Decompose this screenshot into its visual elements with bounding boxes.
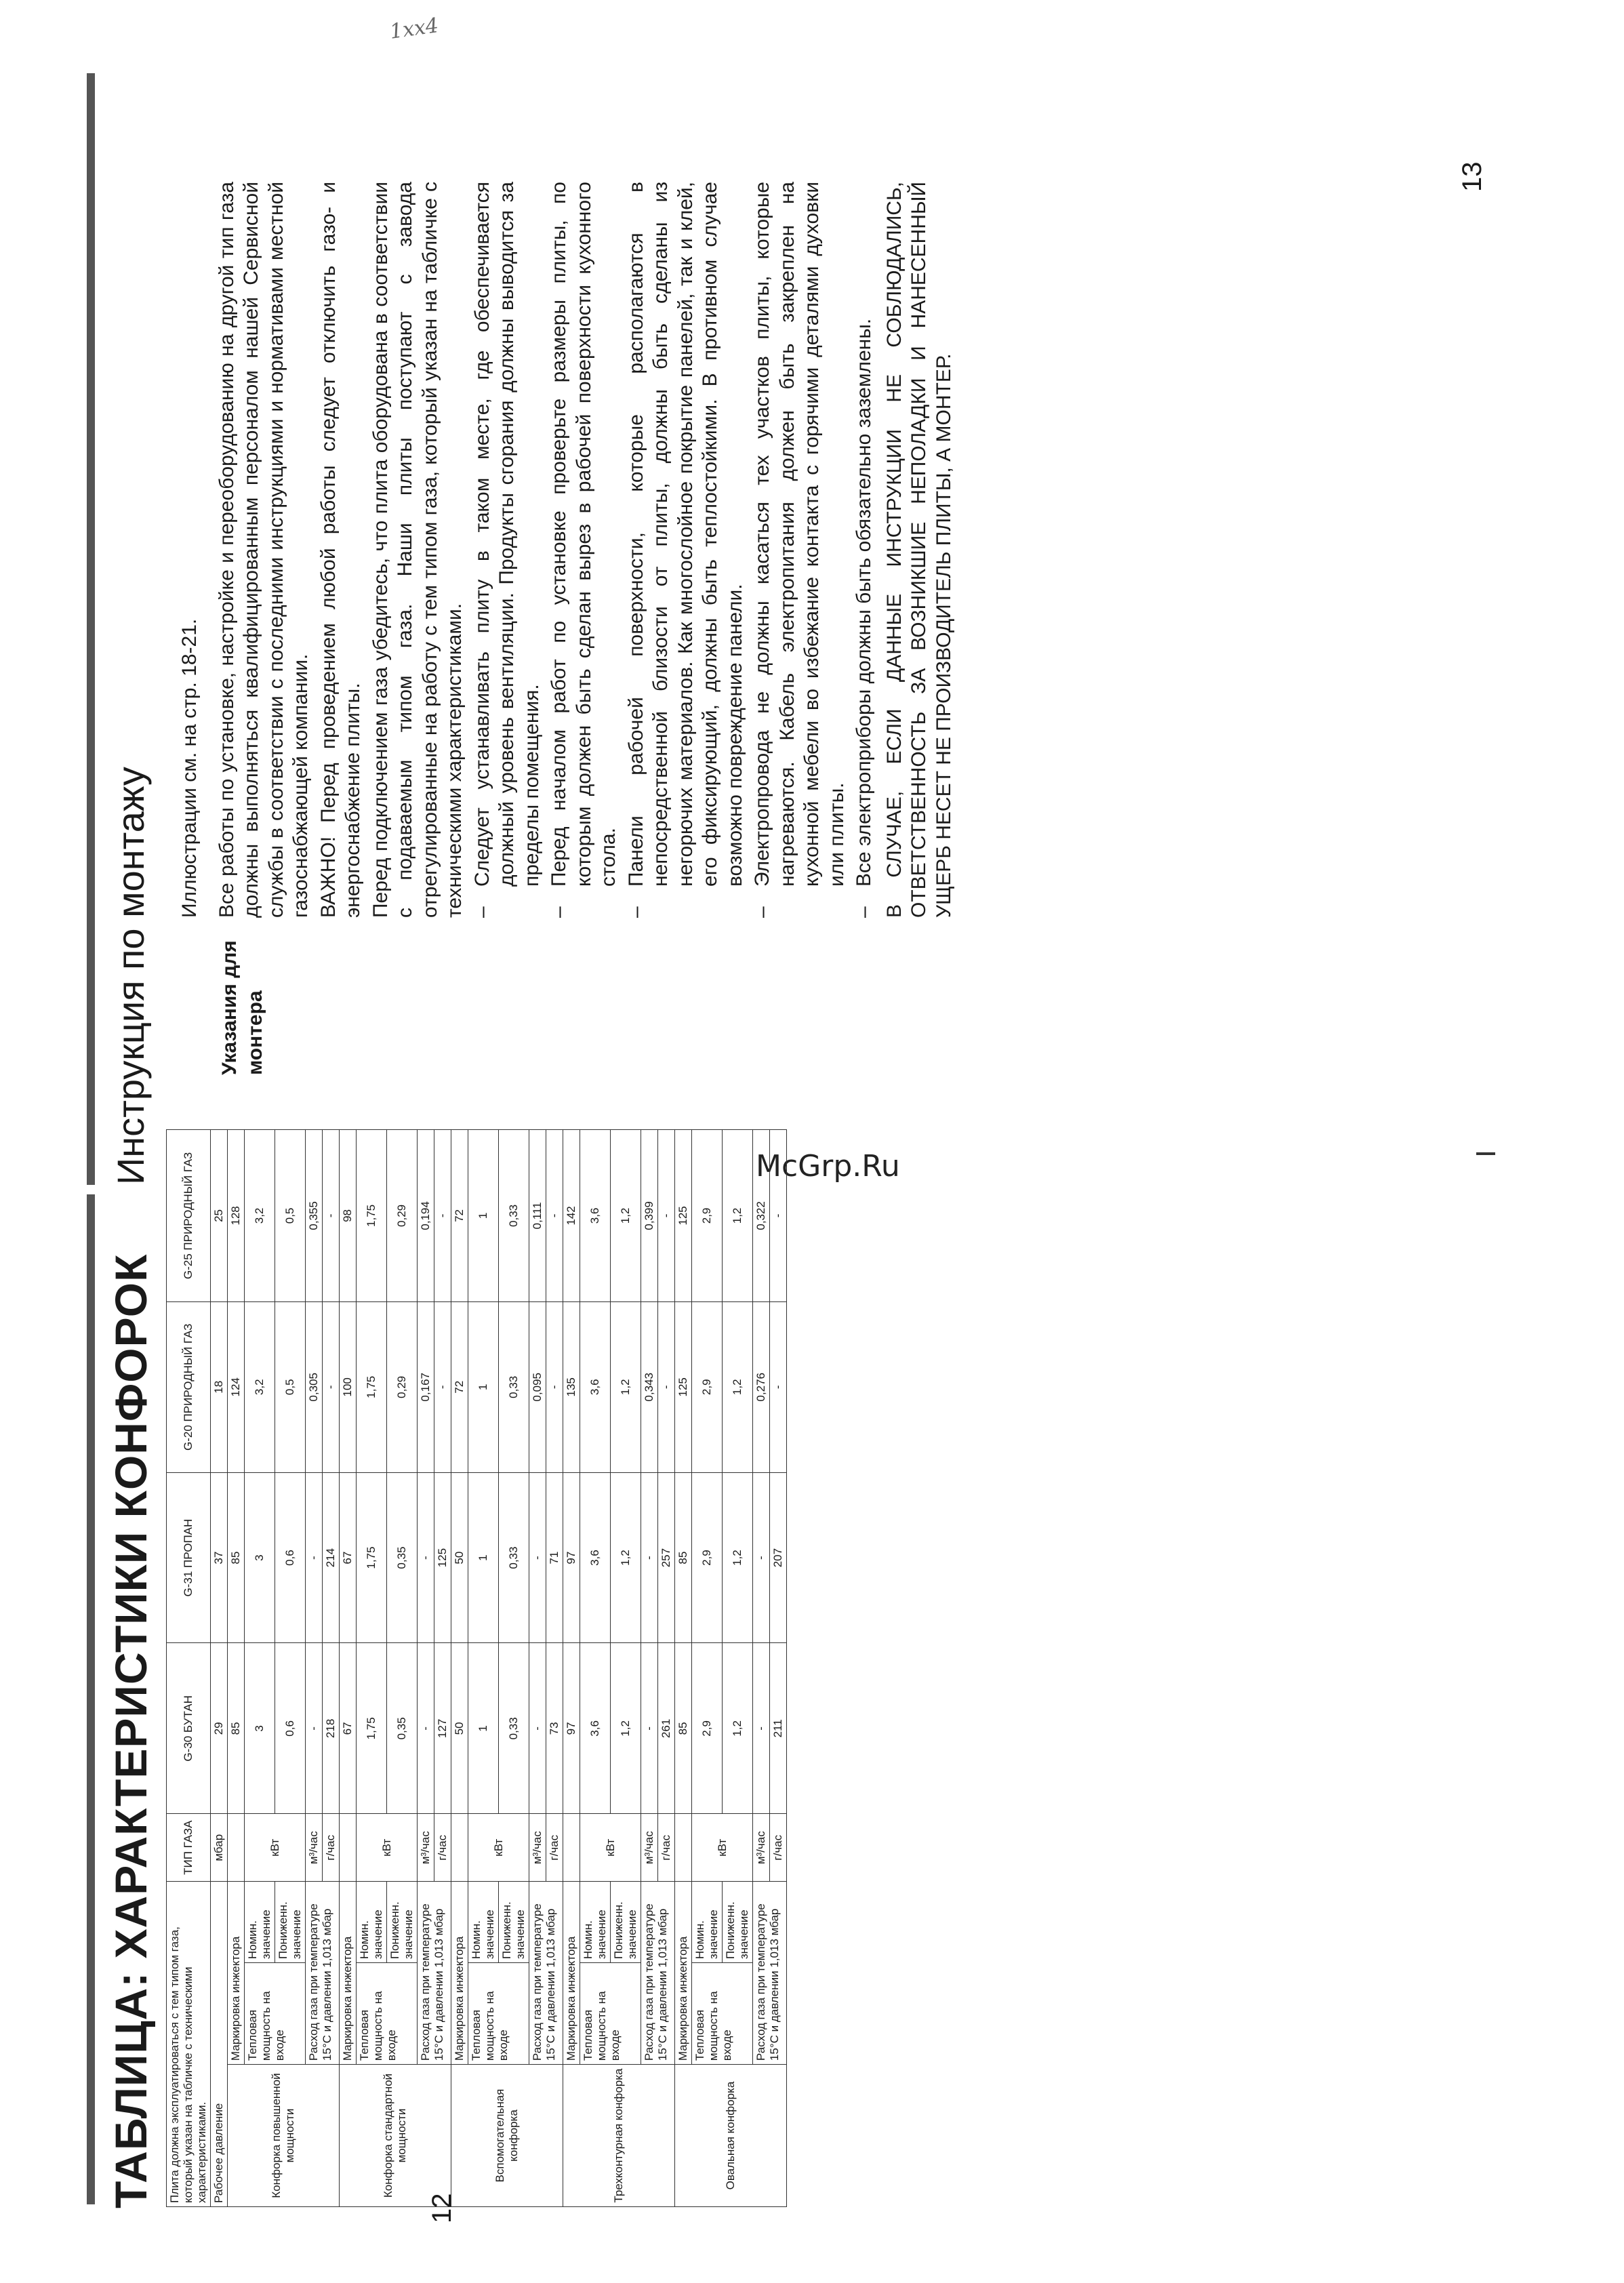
burner-name: Овальная конфорка (675, 2065, 787, 2207)
row-label: Маркировка инжектора (675, 1882, 692, 2065)
row-unit (675, 1814, 692, 1882)
row-unit: г/час (658, 1814, 675, 1882)
row-label: Маркировка инжектора (451, 1882, 468, 2065)
value-cell: - (434, 1301, 451, 1472)
pressure-value: 29 (211, 1643, 228, 1814)
row-label: Маркировка инжектора (228, 1882, 245, 2065)
bullet-2: – Перед началом работ по установке проверьте размеры плиты, по которым должен быть сделан вырез в рабочей поверхности кухонного стола. (547, 182, 622, 918)
row-unit: г/час (434, 1814, 451, 1882)
watermark: McGrp.Ru (756, 1149, 900, 1184)
row-label: Расход газа при температуре 15°С и давлении 1,013 мбар (306, 1882, 340, 2065)
install-title: Инструкция по монтажу (109, 767, 152, 1185)
value-cell: 128 (228, 1130, 245, 1302)
row-sublabel: Номин. значение (245, 1882, 275, 1963)
value-cell: - (753, 1643, 770, 1814)
row-sublabel: Номин. значение (357, 1882, 387, 1963)
row-unit (563, 1814, 580, 1882)
pressure-label: Рабочее давление (211, 1882, 228, 2207)
table-title: ТАБЛИЦА: ХАРАКТЕРИСТИКИ КОНФОРОК (106, 1253, 156, 2208)
handwritten-mark: 1хх4 (388, 14, 441, 44)
value-cell: 3 (245, 1643, 275, 1814)
value-cell: 0,5 (275, 1130, 306, 1302)
value-cell: 3 (245, 1472, 275, 1643)
value-cell: 211 (770, 1643, 787, 1814)
burner-name: Конфорка повышенной мощности (228, 2065, 340, 2207)
value-cell: - (770, 1301, 787, 1472)
section-heading: Указания для монтера (218, 940, 266, 1075)
burner-name: Конфорка стандартной мощности (340, 2065, 451, 2207)
table-row (753, 1130, 770, 2207)
paragraph-4: Перед подключением газа убедитесь, что плита оборудована в соответствии с подаваемым типом газа. Наши плиты поступают с завода отрегулированные на работу с тем типом газа, который указан на табличке с техническими характеристиками. (369, 182, 466, 918)
row-unit: м³/час (306, 1814, 323, 1882)
row-label: Тепловая мощность на входе (468, 1963, 529, 2065)
value-cell: 1,75 (357, 1472, 387, 1643)
value-cell: 2,9 (692, 1472, 723, 1643)
row-unit: м³/час (418, 1814, 434, 1882)
value-cell: - (529, 1472, 546, 1643)
gas-column-header: G-30 БУТАН (167, 1643, 211, 1814)
page-number-right: 13 (1457, 161, 1487, 192)
table-row (563, 1130, 580, 2207)
value-cell: - (770, 1130, 787, 1302)
value-cell: 0,167 (418, 1301, 434, 1472)
value-cell: 0,33 (499, 1643, 529, 1814)
burner-name: Вспомогательная конфорка (451, 2065, 563, 2207)
bullet-5: – Все электроприборы должны быть обязательно заземлены. (852, 182, 877, 918)
value-cell: 2,9 (692, 1643, 723, 1814)
paragraph-3: ВАЖНО! Перед проведением любой работы следует отключить газо- и энергоснабжение плиты. (317, 182, 364, 918)
row-label: Тепловая мощность на входе (245, 1963, 306, 2065)
row-label: Расход газа при температуре 15°С и давлении 1,013 мбар (753, 1882, 787, 2065)
value-cell: 1,2 (611, 1643, 641, 1814)
row-sublabel: Пониженн. значение (611, 1882, 641, 1963)
value-cell: 100 (340, 1301, 357, 1472)
row-label: Маркировка инжектора (563, 1882, 580, 2065)
row-unit: кВт (468, 1814, 529, 1882)
value-cell: 85 (675, 1643, 692, 1814)
gas-column-header: G-31 ПРОПАН (167, 1472, 211, 1643)
gas-column-header: G-20 ПРИРОДНЫЙ ГАЗ (167, 1301, 211, 1472)
row-sublabel: Пониженн. значение (499, 1882, 529, 1963)
burner-spec-table (166, 1129, 787, 2207)
table-row (692, 1130, 723, 2207)
row-unit: кВт (245, 1814, 306, 1882)
value-cell: 73 (546, 1643, 563, 1814)
value-cell: 0,6 (275, 1472, 306, 1643)
value-cell: 97 (563, 1472, 580, 1643)
value-cell: 0,095 (529, 1301, 546, 1472)
value-cell: 125 (675, 1301, 692, 1472)
value-cell: 1,75 (357, 1643, 387, 1814)
value-cell: 142 (563, 1130, 580, 1302)
value-cell: 261 (658, 1643, 675, 1814)
pressure-value: 25 (211, 1130, 228, 1302)
gas-column-header: G-25 ПРИРОДНЫЙ ГАЗ (167, 1130, 211, 1302)
value-cell: 1,2 (611, 1130, 641, 1302)
value-cell: 3,6 (580, 1130, 611, 1302)
value-cell: 85 (228, 1643, 245, 1814)
row-unit: м³/час (753, 1814, 770, 1882)
row-label: Маркировка инжектора (340, 1882, 357, 2065)
table-row (451, 1130, 468, 2207)
value-cell: 67 (340, 1643, 357, 1814)
value-cell: 1,2 (611, 1472, 641, 1643)
value-cell: - (418, 1643, 434, 1814)
value-cell: 1 (468, 1472, 499, 1643)
table-row (468, 1130, 499, 2207)
value-cell: - (658, 1301, 675, 1472)
pressure-row (211, 1130, 228, 2207)
value-cell: 50 (451, 1472, 468, 1643)
value-cell: 0,343 (641, 1301, 658, 1472)
row-sublabel: Пониженн. значение (387, 1882, 418, 1963)
value-cell: 135 (563, 1301, 580, 1472)
value-cell: - (306, 1472, 323, 1643)
value-cell: - (546, 1130, 563, 1302)
paragraph-2: Все работы по установке, настройке и переоборудованию на другой тип газа должны выполняться квалифицированным персоналом нашей Сервисной службы в соответствии с последними инструкциями и нормативами местной газоснабжающей компании. (215, 182, 312, 918)
instructions-body (178, 182, 959, 918)
value-cell: 2,9 (692, 1301, 723, 1472)
value-cell: 0,399 (641, 1130, 658, 1302)
row-unit: кВт (580, 1814, 641, 1882)
row-unit (340, 1814, 357, 1882)
bullet-3: – Панели рабочей поверхности, которые располагаются в непосредственной близости от плиты, должны быть сделаны из негорючих материалов. Как многослойное покрытие панелей, так и клей, его фиксирующий, должны быть теплостойкими. В противном случае возможно повреждение панели. (624, 182, 748, 918)
table-row (580, 1130, 611, 2207)
row-unit: м³/час (641, 1814, 658, 1882)
value-cell: 2,9 (692, 1130, 723, 1302)
row-unit: г/час (323, 1814, 340, 1882)
table-header-row (167, 1130, 211, 2207)
bullet-1: – Следует устанавливать плиту в таком месте, где обеспечивается должный уровень вентиляции. Продукты сгорания должны выводится за пределы помещения. (470, 182, 545, 918)
row-unit: г/час (770, 1814, 787, 1882)
row-sublabel: Пониженн. значение (723, 1882, 753, 1963)
value-cell: 72 (451, 1301, 468, 1472)
table-intro: Плита должна эксплуатироваться с тем типом газа, который указан на табличке с техническими характеристиками. (167, 1882, 211, 2207)
table-row (306, 1130, 323, 2207)
value-cell: - (323, 1130, 340, 1302)
gas-type-header: ТИП ГАЗА (167, 1814, 211, 1882)
value-cell: - (529, 1643, 546, 1814)
pressure-value: 18 (211, 1301, 228, 1472)
title-bar-left (87, 1194, 95, 2204)
value-cell: 71 (546, 1472, 563, 1643)
warning-text: В СЛУЧАЕ, ЕСЛИ ДАННЫЕ ИНСТРУКЦИИ НЕ СОБЛЮДАЛИСЬ, ОТВЕТСТВЕННОСТЬ ЗА ВОЗНИКШИЕ НЕПОЛАДКИ И НАНЕСЕННЫЙ УЩЕРБ НЕСЕТ НЕ ПРОИЗВОДИТЕЛЬ ПЛИТЫ, А МОНТЕР. (882, 182, 955, 918)
value-cell: 125 (675, 1130, 692, 1302)
table-row (675, 1130, 692, 2207)
value-cell: 218 (323, 1643, 340, 1814)
value-cell: 1,2 (611, 1301, 641, 1472)
pressure-unit: мбар (211, 1814, 228, 1882)
page-number-left: 12 (427, 2193, 457, 2223)
value-cell: - (323, 1301, 340, 1472)
value-cell: 1,75 (357, 1301, 387, 1472)
row-unit (228, 1814, 245, 1882)
value-cell: 0,35 (387, 1472, 418, 1643)
table-row (245, 1130, 275, 2207)
paragraph-1: Иллюстрации см. на стр. 18-21. (178, 618, 201, 918)
value-cell: 97 (563, 1643, 580, 1814)
value-cell: 0,194 (418, 1130, 434, 1302)
burner-name: Трехконтурная конфорка (563, 2065, 675, 2207)
value-cell: 125 (434, 1472, 451, 1643)
row-sublabel: Номин. значение (468, 1882, 499, 1963)
value-cell: 0,29 (387, 1130, 418, 1302)
value-cell: 0,35 (387, 1643, 418, 1814)
row-label: Расход газа при температуре 15°С и давлении 1,013 мбар (418, 1882, 451, 2065)
row-sublabel: Номин. значение (580, 1882, 611, 1963)
table-row (641, 1130, 658, 2207)
row-label: Тепловая мощность на входе (357, 1963, 418, 2065)
row-unit: кВт (357, 1814, 418, 1882)
table-row (357, 1130, 387, 2207)
value-cell: 207 (770, 1472, 787, 1643)
value-cell: 72 (451, 1130, 468, 1302)
value-cell: - (418, 1472, 434, 1643)
value-cell: 50 (451, 1643, 468, 1814)
value-cell: 1,2 (723, 1643, 753, 1814)
table-row (418, 1130, 434, 2207)
row-unit: г/час (546, 1814, 563, 1882)
value-cell: 1 (468, 1643, 499, 1814)
value-cell: 124 (228, 1301, 245, 1472)
value-cell: 3,6 (580, 1643, 611, 1814)
row-label: Тепловая мощность на входе (580, 1963, 641, 2065)
value-cell: 0,5 (275, 1301, 306, 1472)
value-cell: - (434, 1130, 451, 1302)
value-cell: 1,75 (357, 1130, 387, 1302)
value-cell: 0,33 (499, 1472, 529, 1643)
value-cell: 0,33 (499, 1130, 529, 1302)
value-cell: 85 (675, 1472, 692, 1643)
table-row (228, 1130, 245, 2207)
value-cell: 3,2 (245, 1301, 275, 1472)
value-cell: 67 (340, 1472, 357, 1643)
value-cell: 127 (434, 1643, 451, 1814)
row-unit: кВт (692, 1814, 753, 1882)
pressure-value: 37 (211, 1472, 228, 1643)
table-row (529, 1130, 546, 2207)
value-cell: - (641, 1472, 658, 1643)
row-label: Тепловая мощность на входе (692, 1963, 753, 2065)
value-cell: 0,111 (529, 1130, 546, 1302)
value-cell: - (641, 1643, 658, 1814)
value-cell: - (753, 1472, 770, 1643)
value-cell: 0,322 (753, 1130, 770, 1302)
row-label: Расход газа при температуре 15°С и давлении 1,013 мбар (641, 1882, 675, 2065)
value-cell: 0,29 (387, 1301, 418, 1472)
value-cell: - (546, 1301, 563, 1472)
value-cell: 257 (658, 1472, 675, 1643)
bullet-4: – Электропровода не должны касаться тех участков плиты, которые нагреваются. Кабель электропитания должен быть закреплен на кухонной мебели во избежание контакта с горячими деталями духовки или плиты. (750, 182, 849, 918)
value-cell: - (306, 1643, 323, 1814)
value-cell: 1 (468, 1130, 499, 1302)
value-cell: 1 (468, 1301, 499, 1472)
value-cell: 1,2 (723, 1130, 753, 1302)
value-cell: - (658, 1130, 675, 1302)
value-cell: 0,6 (275, 1643, 306, 1814)
value-cell: 85 (228, 1472, 245, 1643)
row-sublabel: Пониженн. значение (275, 1882, 306, 1963)
value-cell: 3,6 (580, 1301, 611, 1472)
table-row (340, 1130, 357, 2207)
value-cell: 3,2 (245, 1130, 275, 1302)
row-unit: м³/час (529, 1814, 546, 1882)
value-cell: 1,2 (723, 1301, 753, 1472)
value-cell: 3,6 (580, 1472, 611, 1643)
title-bar-right (87, 73, 95, 1185)
value-cell: 0,33 (499, 1301, 529, 1472)
value-cell: 98 (340, 1130, 357, 1302)
value-cell: 0,276 (753, 1301, 770, 1472)
row-sublabel: Номин. значение (692, 1882, 723, 1963)
value-cell: 0,305 (306, 1301, 323, 1472)
row-label: Расход газа при температуре 15°С и давлении 1,013 мбар (529, 1882, 563, 2065)
value-cell: 1,2 (723, 1472, 753, 1643)
value-cell: 214 (323, 1472, 340, 1643)
value-cell: 0,355 (306, 1130, 323, 1302)
row-unit (451, 1814, 468, 1882)
